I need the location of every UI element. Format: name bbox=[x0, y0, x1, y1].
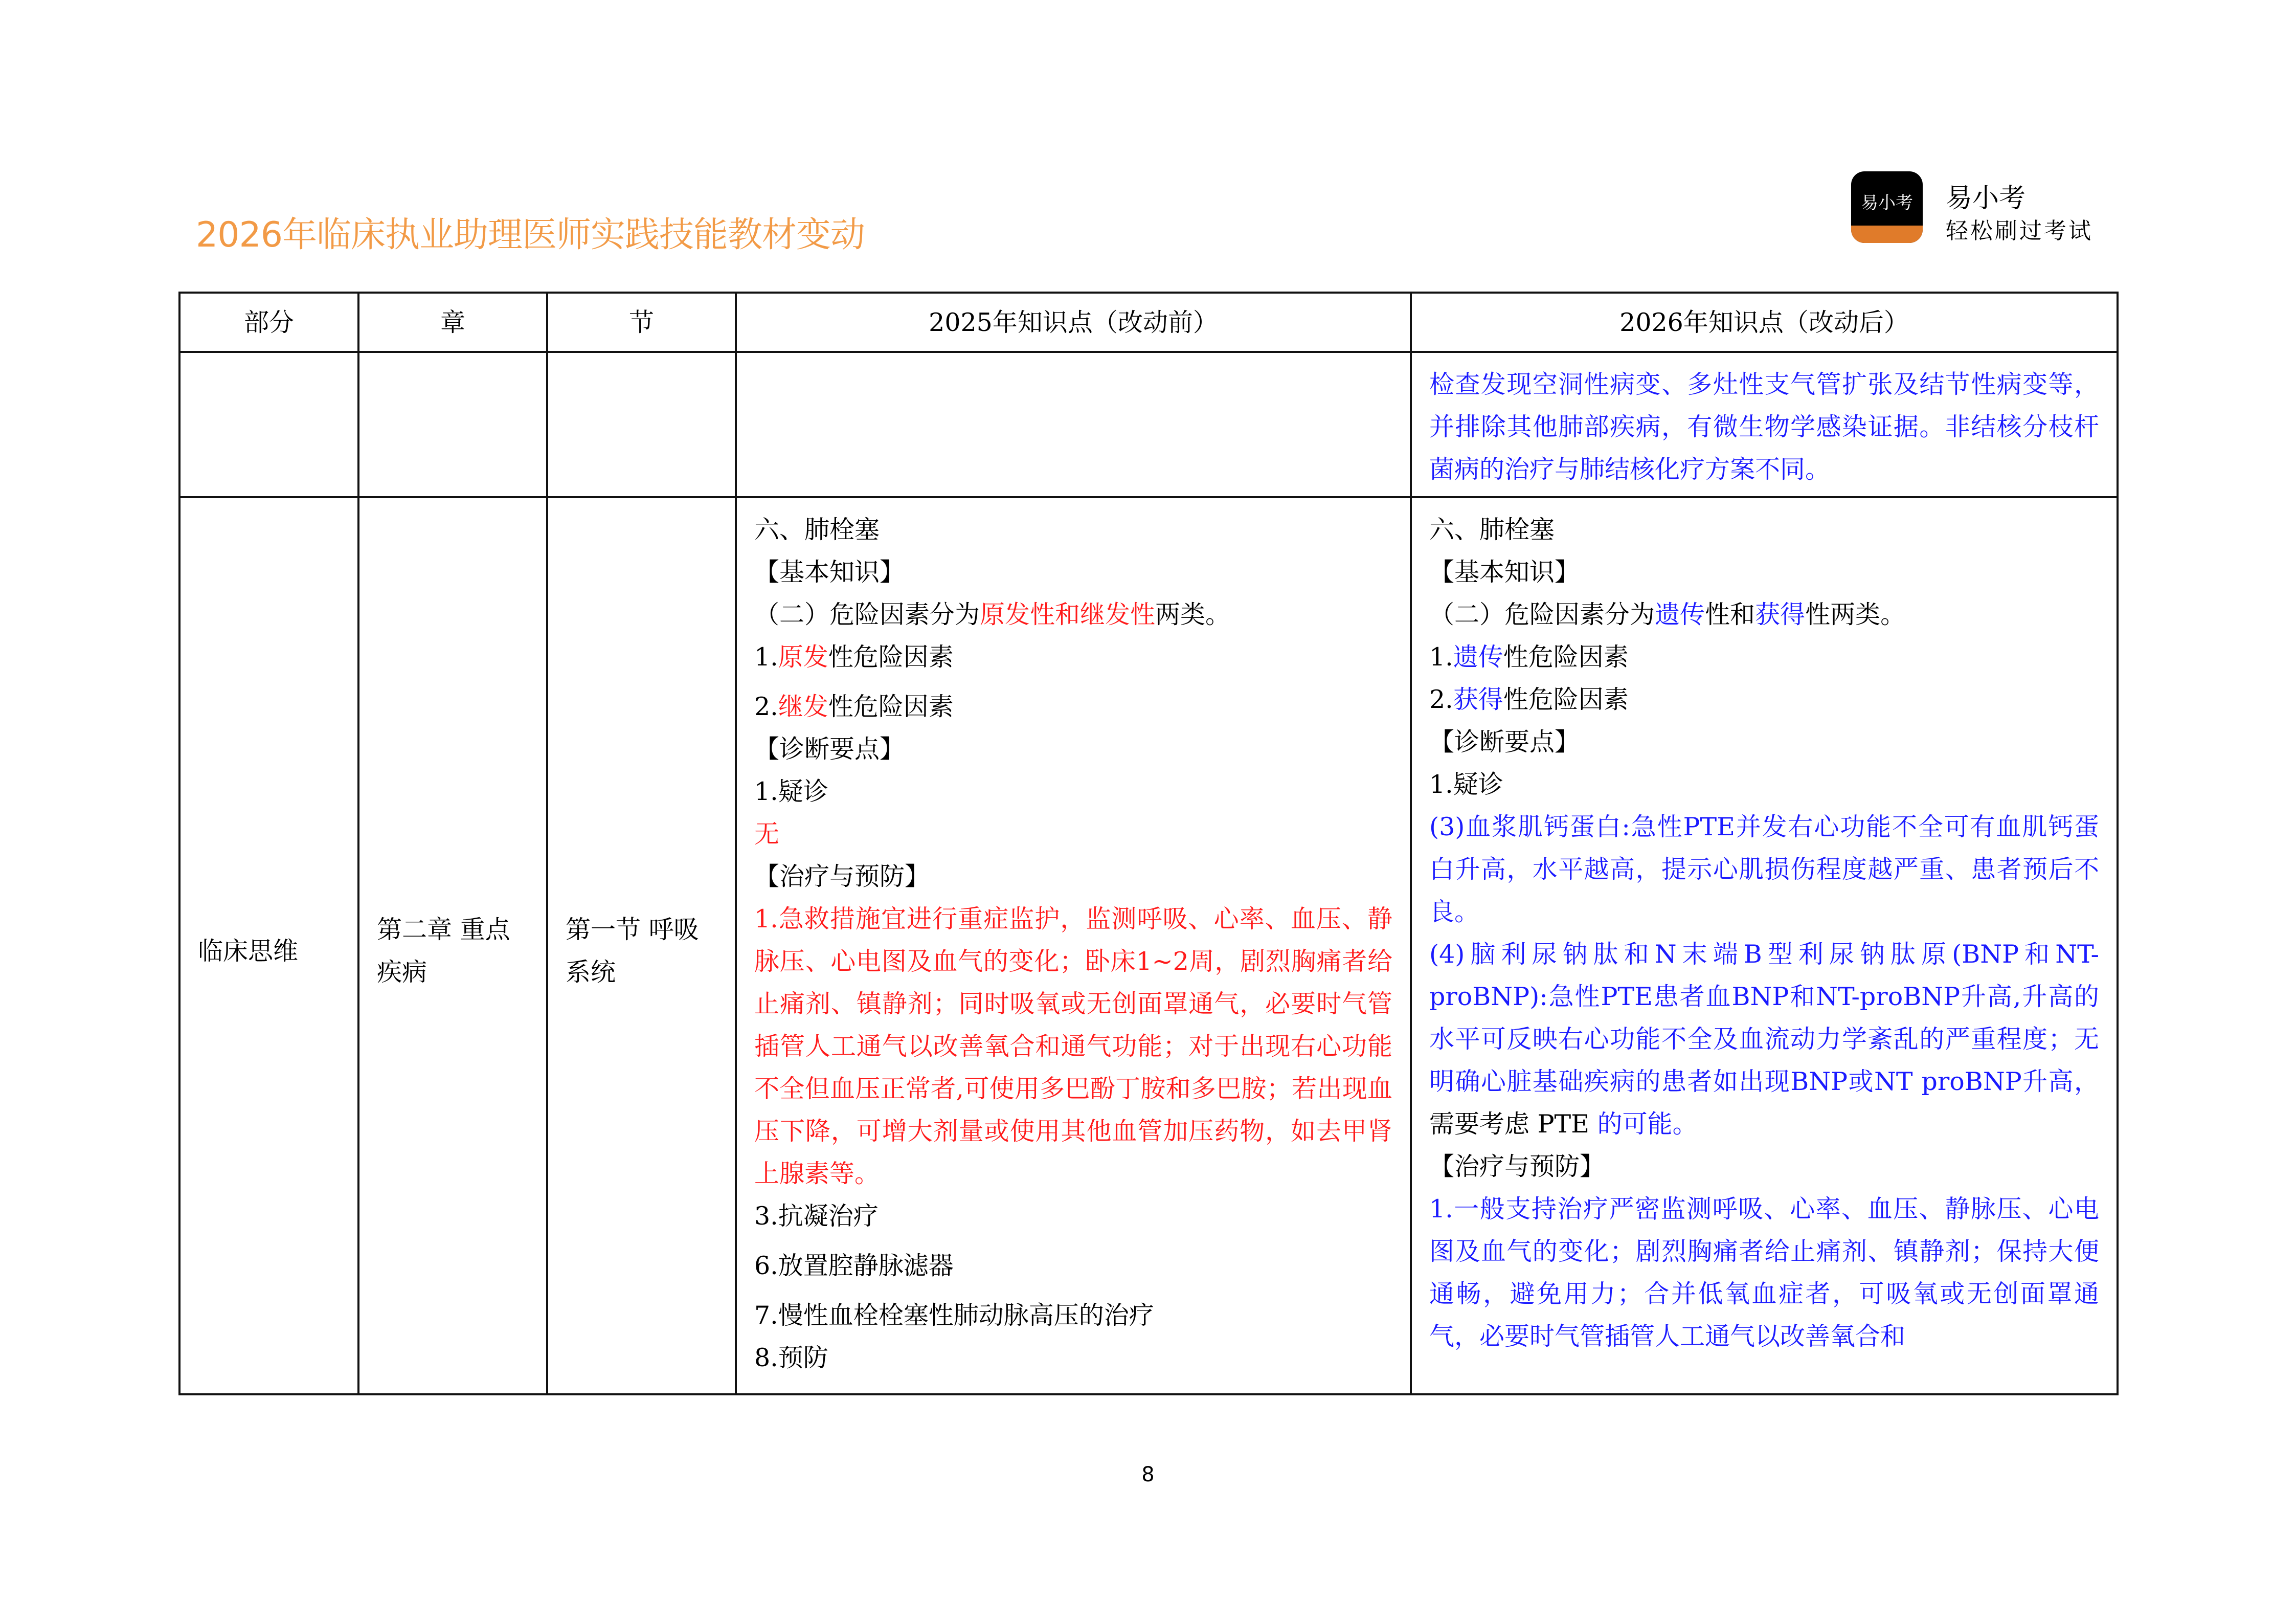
added-text: 遗传 bbox=[1655, 600, 1705, 629]
after-item-1: 1.遗传性危险因素 bbox=[1429, 642, 1629, 672]
brand-name: 易小考 bbox=[1946, 183, 2026, 214]
before-suspect: 1.疑诊 bbox=[754, 777, 828, 806]
added-text: 获得 bbox=[1755, 600, 1806, 629]
logo-accent-bar bbox=[1851, 226, 1923, 243]
before-item-6: 6.放置腔静脉滤器 bbox=[754, 1251, 954, 1280]
cell-section bbox=[547, 352, 736, 497]
cell-after: 检查发现空洞性病变、多灶性支气管扩张及结节性病变等，并排除其他肺部疾病，有微生物学感染证据。非结核分枝杆菌病的治疗与肺结核化疗方案不同。 bbox=[1411, 352, 2118, 497]
page-number: 8 bbox=[1141, 1463, 1155, 1486]
before-none: 无 bbox=[754, 819, 780, 849]
before-diag-label: 【诊断要点】 bbox=[754, 735, 905, 764]
before-treat-text: 1.急救措施宜进行重症监护，监测呼吸、心率、血压、静脉压、心电图及血气的变化；卧床1~2周，剧烈胸痛者给止痛剂、镇静剂；同时吸氧或无创面罩通气，必要时气管插管人工通气以改善氧合和通气功能；对于出现右心功能不全但血压正常者,可使用多巴酚丁胺和多巴胺；若出现血压下降，可增大剂量或使用其他血管加压药物，如去甲肾上腺素等。 bbox=[754, 904, 1392, 1188]
before-heading: 六、肺栓塞 bbox=[754, 515, 880, 544]
cell-after bbox=[1411, 497, 2118, 1394]
before-treat-label: 【治疗与预防】 bbox=[754, 862, 930, 891]
before-basic-label: 【基本知识】 bbox=[754, 558, 905, 587]
added-text: 遗传 bbox=[1453, 642, 1503, 672]
header-before: 2025年知识点（改动前） bbox=[736, 293, 1411, 352]
after-troponin-text: (3)血浆肌钙蛋白:急性PTE并发右心功能不全可有血肌钙蛋白升高，水平越高，提示心肌损伤程度越严重、患者预后不良。 bbox=[1429, 812, 2099, 926]
cell-part bbox=[179, 352, 358, 497]
before-risk-line: （二）危险因素分为原发性和继发性两类。 bbox=[754, 600, 1231, 629]
table-row bbox=[179, 497, 2118, 1394]
table-header-row bbox=[179, 293, 2118, 352]
after-treat-text: 1.一般支持治疗严密监测呼吸、心率、血压、静脉压、心电图及血气的变化；剧烈胸痛者给止痛剂、镇静剂；保持大便通畅，避免用力；合并低氧血症者，可吸氧或无创面罩通气，必要时气管插管人工通气以改善氧合和 bbox=[1429, 1194, 2099, 1351]
after-suspect: 1.疑诊 bbox=[1429, 770, 1503, 799]
brand-slogan: 轻松刷过考试 bbox=[1946, 218, 2093, 244]
changes-table bbox=[178, 292, 2119, 1395]
header-section: 节 bbox=[547, 293, 736, 352]
removed-text: 原发 bbox=[778, 642, 828, 672]
added-text: 获得 bbox=[1453, 685, 1503, 714]
cell-chapter bbox=[358, 352, 547, 497]
cell-section: 第一节 呼吸系统 bbox=[547, 497, 736, 1394]
before-item-2: 2.继发性危险因素 bbox=[754, 692, 954, 721]
before-item-7: 7.慢性血栓栓塞性肺动脉高压的治疗 bbox=[754, 1301, 1154, 1330]
before-item-8: 8.预防 bbox=[754, 1343, 828, 1372]
after-basic-label: 【基本知识】 bbox=[1429, 558, 1580, 587]
before-item-1: 1.原发性危险因素 bbox=[754, 642, 954, 672]
cell-chapter: 第二章 重点疾病 bbox=[358, 497, 547, 1394]
removed-text: 原发性和继发性 bbox=[980, 600, 1156, 629]
after-treat-label: 【治疗与预防】 bbox=[1429, 1152, 1605, 1181]
header-part: 部分 bbox=[179, 293, 358, 352]
after-item-2: 2.获得性危险因素 bbox=[1429, 685, 1629, 714]
cell-before bbox=[736, 497, 1411, 1394]
document-title: 2026年临床执业助理医师实践技能教材变动 bbox=[196, 215, 865, 255]
after-bnp-text: (4)脑利尿钠肽和N末端B型利尿钠肽原(BNP和NT-proBNP):急性PTE患者血BNP和NT-proBNP升高,升高的水平可反映右心功能不全及血流动力学紊乱的严重程度；无明确心脏基础疾病的患者如出现BNP或NT proBNP升高，需要考虑 PTE 的可能。 bbox=[1429, 940, 2099, 1139]
header-chapter: 章 bbox=[358, 293, 547, 352]
header-after: 2026年知识点（改动后） bbox=[1411, 293, 2118, 352]
cell-part: 临床思维 bbox=[179, 497, 358, 1394]
table-row bbox=[179, 352, 2118, 497]
after-heading: 六、肺栓塞 bbox=[1429, 515, 1555, 544]
cell-before bbox=[736, 352, 1411, 497]
brand-logo-icon bbox=[1851, 171, 1923, 243]
logo-icon-text: 易小考 bbox=[1861, 193, 1913, 213]
before-item-3: 3.抗凝治疗 bbox=[754, 1202, 879, 1231]
after-diag-label: 【诊断要点】 bbox=[1429, 727, 1580, 757]
removed-text: 继发 bbox=[778, 692, 828, 721]
after-risk-line: （二）危险因素分为遗传性和获得性两类。 bbox=[1429, 600, 1906, 629]
